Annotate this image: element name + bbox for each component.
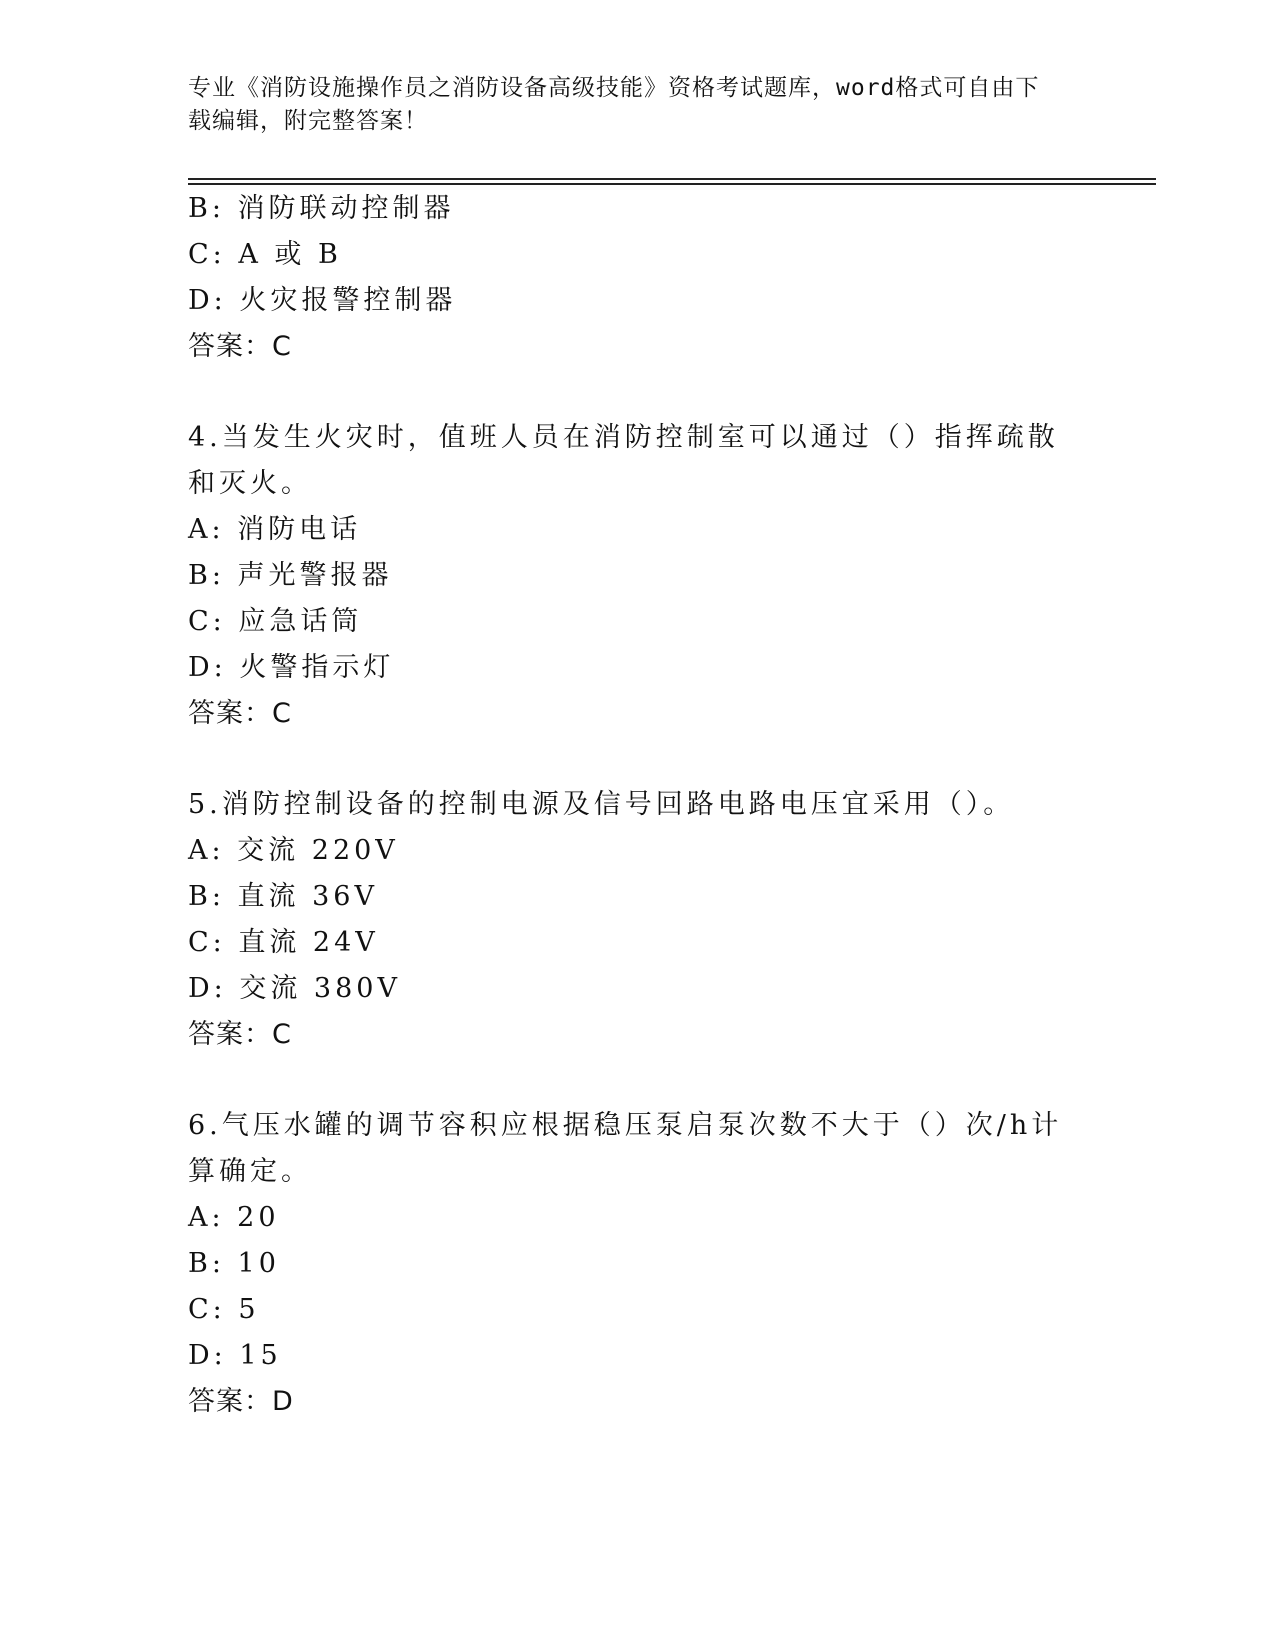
answer-line: 答案：C — [188, 698, 292, 729]
question-stem: 5.消防控制设备的控制电源及信号回路电路电压宜采用（）。 — [188, 789, 1015, 820]
option-a: A: 消防电话 — [188, 514, 362, 545]
spacer — [188, 370, 1088, 415]
question-block — [188, 782, 1088, 1058]
answer-line: 答案：C — [188, 1019, 292, 1050]
question-block — [188, 186, 1088, 370]
document-header — [188, 72, 1068, 138]
answer-line: 答案：C — [188, 331, 292, 362]
option-a: A: 交流 220V — [188, 835, 399, 866]
question-stem: 4.当发生火灾时，值班人员在消防控制室可以通过（）指挥疏散和灭火。 — [188, 422, 1059, 499]
option-d: D: 火警指示灯 — [188, 652, 395, 683]
answer-line: 答案：D — [188, 1386, 294, 1417]
option-c: C: A 或 B — [188, 239, 342, 270]
question-stem: 6.气压水罐的调节容积应根据稳压泵启泵次数不大于（）次/h计算确定。 — [188, 1110, 1063, 1187]
spacer — [188, 1058, 1088, 1103]
option-a: A: 20 — [188, 1202, 280, 1233]
option-c: C: 5 — [188, 1294, 260, 1325]
header-divider-bottom — [188, 183, 1156, 185]
header-line-2: 载编辑，附完整答案！ — [188, 108, 428, 134]
question-block — [188, 415, 1088, 737]
option-d: D: 15 — [188, 1340, 282, 1371]
option-d: D: 交流 380V — [188, 973, 401, 1004]
option-b: B: 10 — [188, 1248, 280, 1279]
spacer — [188, 737, 1088, 782]
option-c: C: 直流 24V — [188, 927, 379, 958]
question-list — [188, 186, 1088, 1425]
header-divider-top — [188, 178, 1156, 180]
question-block — [188, 1103, 1088, 1425]
header-line-1: 专业《消防设施操作员之消防设备高级技能》资格考试题库，word格式可自由下 — [188, 75, 1040, 101]
option-b: B: 直流 36V — [188, 881, 378, 912]
option-c: C: 应急话筒 — [188, 606, 363, 637]
option-d: D: 火灾报警控制器 — [188, 285, 457, 316]
option-b: B: 消防联动控制器 — [188, 193, 455, 224]
option-b: B: 声光警报器 — [188, 560, 393, 591]
